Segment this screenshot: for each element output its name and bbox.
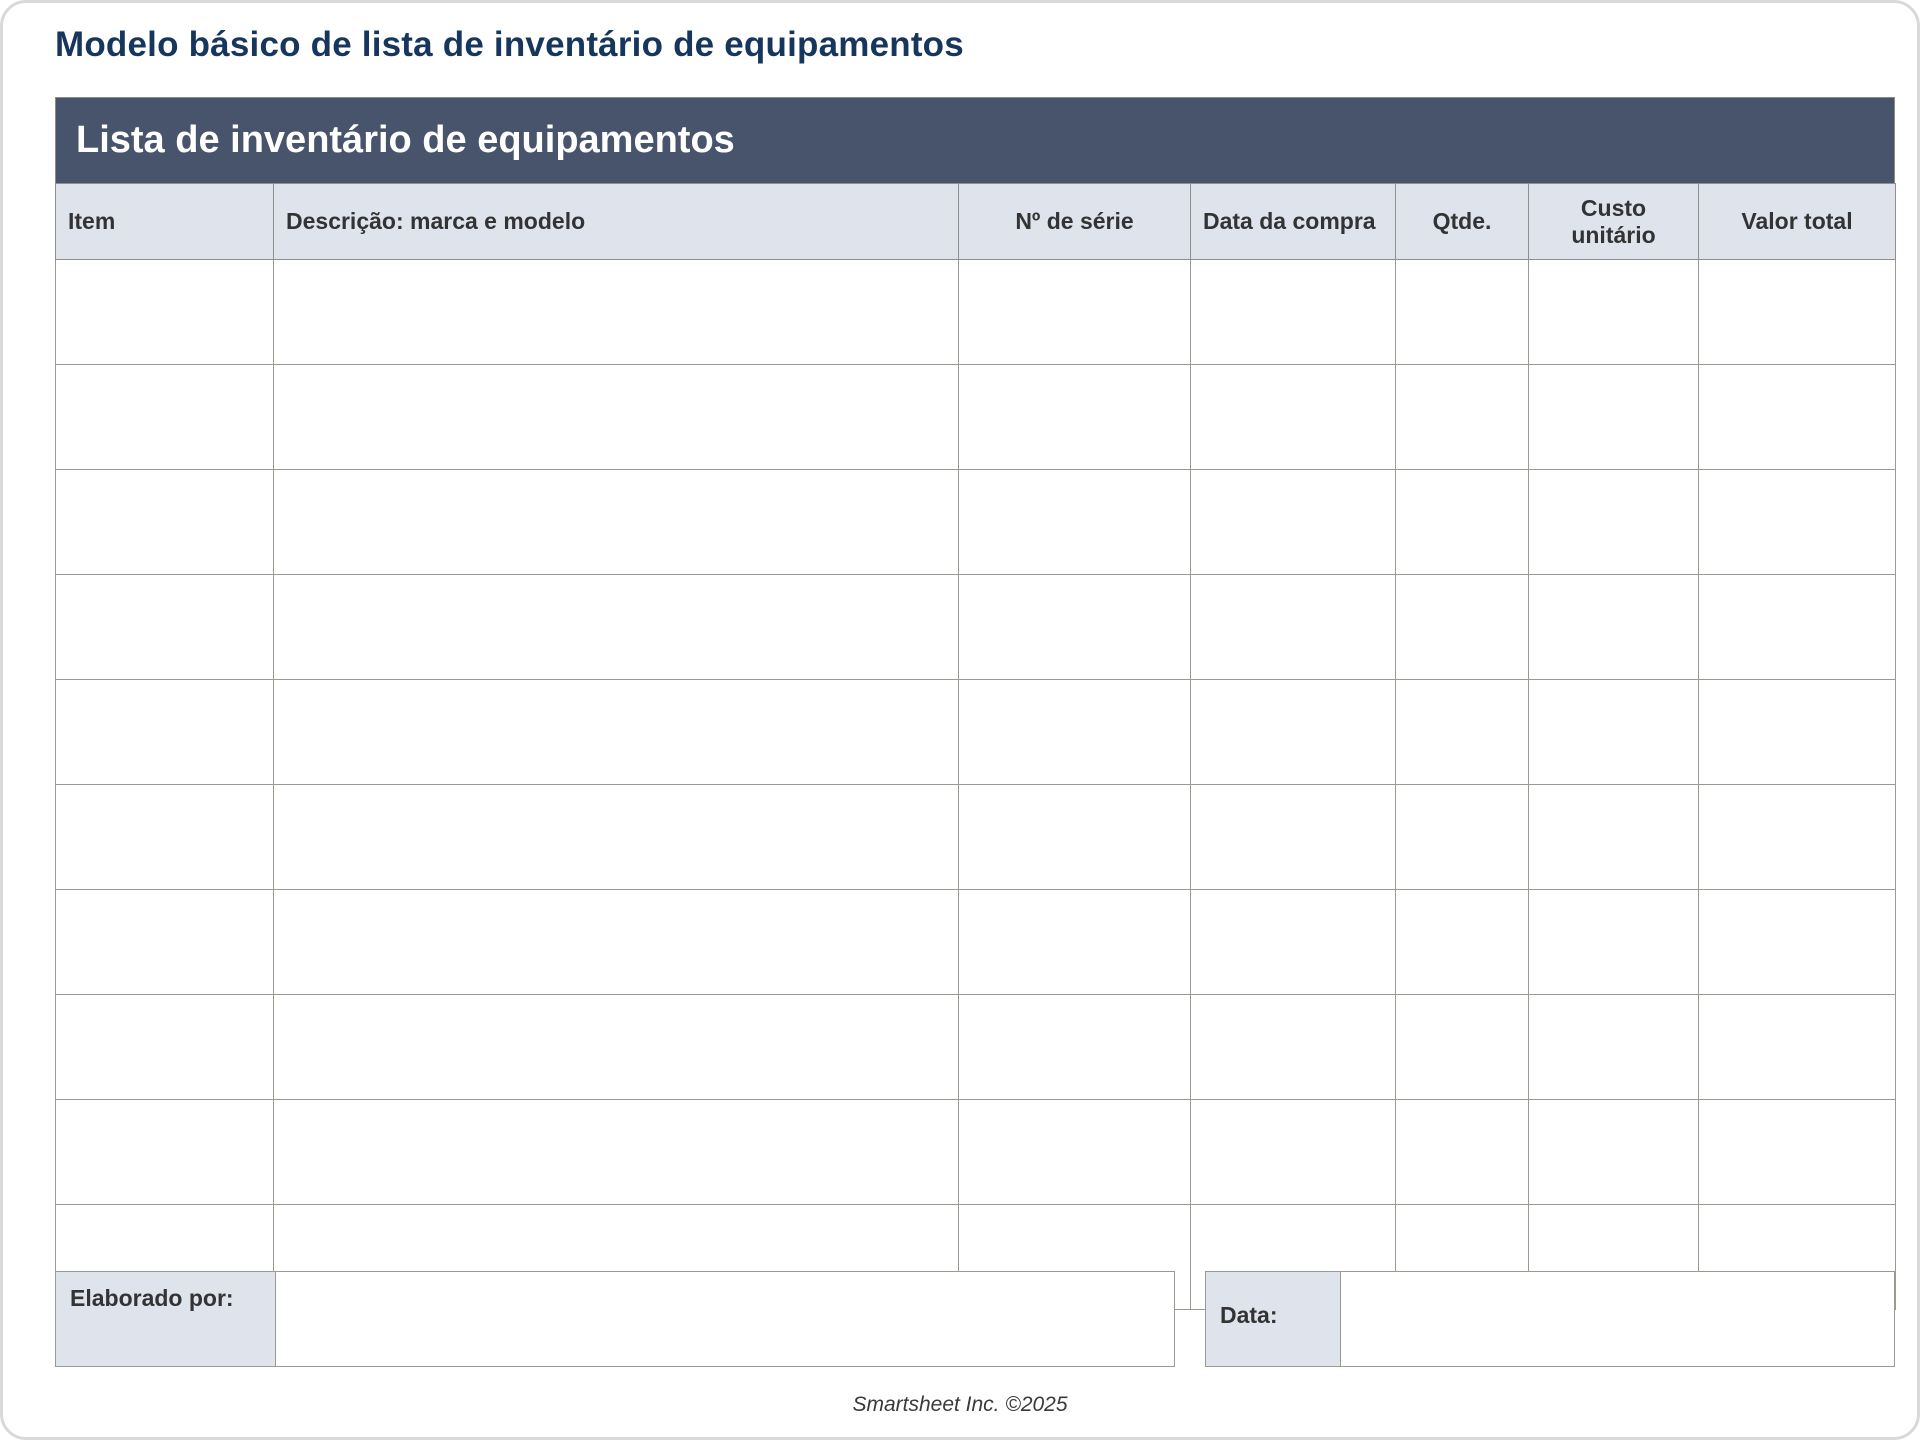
cell-purchase-date[interactable]: [1191, 680, 1396, 785]
cell-quantity[interactable]: [1396, 575, 1529, 680]
cell-item[interactable]: [56, 995, 274, 1100]
table-row: [56, 575, 1896, 680]
table-banner: [55, 97, 1895, 183]
cell-purchase-date[interactable]: [1191, 890, 1396, 995]
table-row: [56, 365, 1896, 470]
cell-purchase-date[interactable]: [1191, 995, 1396, 1100]
column-header-purchase-date: Data da compra: [1191, 184, 1396, 260]
cell-total-value[interactable]: [1699, 995, 1896, 1100]
cell-total-value[interactable]: [1699, 470, 1896, 575]
table-row: [56, 890, 1896, 995]
cell-serial-number[interactable]: [959, 890, 1191, 995]
cell-description[interactable]: [274, 995, 959, 1100]
cell-purchase-date[interactable]: [1191, 260, 1396, 365]
cell-unit-cost[interactable]: [1529, 575, 1699, 680]
cell-description[interactable]: [274, 680, 959, 785]
cell-serial-number[interactable]: [959, 575, 1191, 680]
column-header-item: Item: [56, 184, 274, 260]
cell-total-value[interactable]: [1699, 365, 1896, 470]
cell-description[interactable]: [274, 1100, 959, 1205]
cell-total-value[interactable]: [1699, 260, 1896, 365]
cell-serial-number[interactable]: [959, 680, 1191, 785]
cell-unit-cost[interactable]: [1529, 260, 1699, 365]
copyright-notice: Smartsheet Inc. ©2025: [852, 1393, 1068, 1416]
cell-serial-number[interactable]: [959, 1100, 1191, 1205]
table-row: [56, 260, 1896, 365]
column-header-quantity: Qtde.: [1396, 184, 1529, 260]
cell-serial-number[interactable]: [959, 470, 1191, 575]
cell-item[interactable]: [56, 470, 274, 575]
column-header-description: Descrição: marca e modelo: [274, 184, 959, 260]
cell-quantity[interactable]: [1396, 890, 1529, 995]
table-row: [56, 1100, 1896, 1205]
column-header-serial-number: Nº de série: [959, 184, 1191, 260]
cell-quantity[interactable]: [1396, 680, 1529, 785]
cell-item[interactable]: [56, 785, 274, 890]
cell-purchase-date[interactable]: [1191, 785, 1396, 890]
table-row: [56, 785, 1896, 890]
cell-total-value[interactable]: [1699, 890, 1896, 995]
cell-description[interactable]: [274, 470, 959, 575]
column-header-unit-cost: Custo unitário: [1529, 184, 1699, 260]
prepared-by-input[interactable]: [276, 1272, 1174, 1366]
table-body: [56, 260, 1896, 1310]
footer-fields: [55, 1271, 1895, 1367]
cell-unit-cost[interactable]: [1529, 785, 1699, 890]
cell-serial-number[interactable]: [959, 785, 1191, 890]
cell-quantity[interactable]: [1396, 260, 1529, 365]
cell-item[interactable]: [56, 260, 274, 365]
cell-unit-cost[interactable]: [1529, 1100, 1699, 1205]
inventory-table: [55, 183, 1896, 1310]
date-input[interactable]: [1341, 1272, 1894, 1366]
cell-quantity[interactable]: [1396, 470, 1529, 575]
cell-item[interactable]: [56, 680, 274, 785]
cell-item[interactable]: [56, 365, 274, 470]
cell-purchase-date[interactable]: [1191, 365, 1396, 470]
cell-total-value[interactable]: [1699, 680, 1896, 785]
banner-title: Lista de inventário de equipamentos: [76, 119, 735, 161]
cell-unit-cost[interactable]: [1529, 365, 1699, 470]
cell-unit-cost[interactable]: [1529, 890, 1699, 995]
cell-unit-cost[interactable]: [1529, 995, 1699, 1100]
table-row: [56, 680, 1896, 785]
cell-serial-number[interactable]: [959, 995, 1191, 1100]
cell-quantity[interactable]: [1396, 785, 1529, 890]
date-label: Data:: [1206, 1272, 1341, 1366]
column-header-total-value: Valor total: [1699, 184, 1896, 260]
cell-description[interactable]: [274, 260, 959, 365]
cell-item[interactable]: [56, 575, 274, 680]
cell-purchase-date[interactable]: [1191, 470, 1396, 575]
prepared-by-label: Elaborado por:: [56, 1272, 276, 1366]
cell-serial-number[interactable]: [959, 260, 1191, 365]
cell-description[interactable]: [274, 365, 959, 470]
cell-total-value[interactable]: [1699, 575, 1896, 680]
cell-unit-cost[interactable]: [1529, 470, 1699, 575]
table-header-row: [56, 184, 1896, 260]
prepared-by-group: [55, 1271, 1175, 1367]
cell-purchase-date[interactable]: [1191, 575, 1396, 680]
inventory-table-container: [55, 97, 1895, 1310]
cell-quantity[interactable]: [1396, 365, 1529, 470]
cell-description[interactable]: [274, 785, 959, 890]
cell-unit-cost[interactable]: [1529, 680, 1699, 785]
cell-total-value[interactable]: [1699, 785, 1896, 890]
cell-item[interactable]: [56, 890, 274, 995]
page-title: Modelo básico de lista de inventário de equipamentos: [55, 25, 964, 64]
cell-purchase-date[interactable]: [1191, 1100, 1396, 1205]
cell-serial-number[interactable]: [959, 365, 1191, 470]
cell-total-value[interactable]: [1699, 1100, 1896, 1205]
cell-quantity[interactable]: [1396, 1100, 1529, 1205]
cell-item[interactable]: [56, 1100, 274, 1205]
cell-quantity[interactable]: [1396, 995, 1529, 1100]
cell-description[interactable]: [274, 575, 959, 680]
cell-description[interactable]: [274, 890, 959, 995]
date-group: [1205, 1271, 1895, 1367]
table-row: [56, 470, 1896, 575]
table-row: [56, 995, 1896, 1100]
